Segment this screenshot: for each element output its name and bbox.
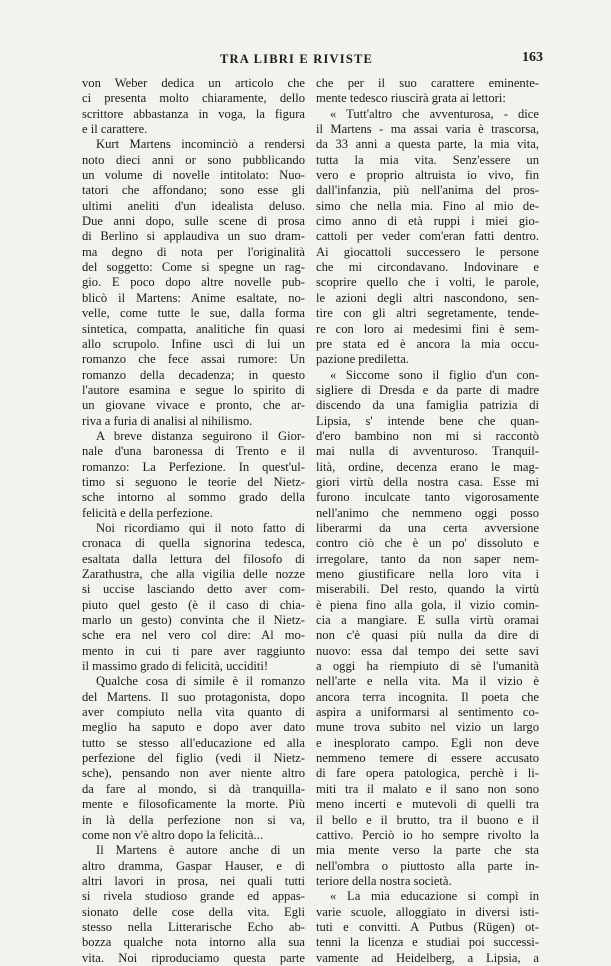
left-column-line: blicò il Martens: Anime esaltate, no- bbox=[82, 290, 305, 305]
left-column-line: bozza qualche nota intorno alla sua bbox=[82, 935, 305, 950]
page-number: 163 bbox=[522, 50, 543, 65]
left-column-line: del soggetto: Come si spegne un rag- bbox=[82, 260, 305, 275]
left-column-line: sintetica, compatta, analitiche fin quasi bbox=[82, 321, 305, 336]
left-column-line: sche intorno al sommo grado della bbox=[82, 490, 305, 505]
left-column-line: romanzo che fece assai rumore: Un bbox=[82, 352, 305, 367]
left-column-line: si uccise lasciando detto aver com- bbox=[82, 582, 305, 597]
left-column-line: di Berlino si applaudiva un suo dram- bbox=[82, 229, 305, 244]
left-column-line: Noi ricordiamo qui il noto fatto di bbox=[96, 520, 305, 535]
left-column-line: allo scrupolo. Infine uscì di lui un bbox=[82, 336, 305, 351]
right-column-line: tire con gli altri segretamente, tende- bbox=[316, 306, 539, 321]
left-column-line: Kurt Martens incominciò a rendersi bbox=[96, 137, 305, 152]
left-column-line: nale d'una baronessa di Trento e il bbox=[82, 444, 305, 459]
left-column-line: da fare al mondo, si dà tranquilla- bbox=[82, 781, 305, 796]
page-header bbox=[70, 50, 541, 72]
left-column-line: come non v'è altro dopo la felicità... bbox=[82, 827, 263, 842]
left-column-line: von Weber dedica un articolo che bbox=[82, 76, 305, 90]
left-column-line: stesso nella Litterarische Echo ab- bbox=[82, 919, 305, 934]
right-column-line: cimo anno di età ruppi i miei gio- bbox=[316, 214, 539, 229]
right-column-line: da 33 anni a questa parte, la mia vita, bbox=[316, 137, 539, 152]
right-column-line: e inesplorato campo. Egli non deve bbox=[316, 735, 539, 750]
right-column-line: contro ciò che è un po' dissoluto e bbox=[316, 536, 539, 551]
right-column-line: non c'è quasi più nulla da dire di bbox=[316, 628, 539, 643]
right-column-line: scoprire quello che i volti, le parole, bbox=[316, 275, 539, 290]
right-column-line: miti tra il malato e il sano non sono bbox=[316, 781, 539, 796]
left-column-line: un volume di novelle intitolato: Nuo- bbox=[82, 168, 305, 183]
left-column-line: del Martens. Il suo protagonista, dopo bbox=[82, 689, 305, 704]
left-column-line: marlo un gesto) convinta che il Nietz- bbox=[82, 613, 305, 628]
right-column-line: simo che nella mia. Fino al mio de- bbox=[316, 198, 539, 213]
right-column-line: furono inculcate tanto vigorosamente bbox=[316, 490, 539, 505]
left-column-line: sche), pensando non aver niente altro bbox=[82, 766, 305, 781]
right-column-line: mai nulla di avventuroso. Tranquil- bbox=[316, 444, 539, 459]
right-column-line: cia a mangiare. E sulla virtù oramai bbox=[316, 613, 539, 628]
right-column-line: « Siccome sono il figlio d'un con- bbox=[330, 367, 539, 382]
right-column-line: Ai giocattoli successero le persone bbox=[316, 244, 539, 259]
right-column-line: nell'arte e nella vita. Ma il vizio è bbox=[316, 674, 539, 689]
right-column-line: sigliere di Dresda e da parte di madre bbox=[316, 382, 539, 397]
right-column-line: pazione prediletta. bbox=[316, 352, 410, 367]
left-column-line: timo si seguono le teorie del Nietz- bbox=[82, 474, 305, 489]
right-column-line: mente tedesco riuscirà grata ai lettori: bbox=[316, 91, 506, 106]
left-column-line: cronaca di quella signorina tedesca, bbox=[82, 536, 305, 551]
left-column-line: altro dramma, Gaspar Hauser, e di bbox=[82, 858, 305, 873]
right-column-line: re con loro ai medesimi fini è sem- bbox=[316, 321, 539, 336]
left-column-line: meglio ha saputo e dopo aver dato bbox=[82, 720, 305, 735]
left-column-line: perfezione del figlio (vedi il Nietz- bbox=[82, 751, 305, 766]
right-column-line: a oggi ha riempiuto di sè l'umanità bbox=[316, 659, 539, 674]
left-column-line: il massimo grado di felicità, ucciditi! bbox=[82, 659, 269, 674]
left-column-line: felicità e della perfezione. bbox=[82, 505, 213, 520]
right-column-line: che per il suo carattere eminente- bbox=[316, 76, 539, 90]
right-column-line: il Martens - ma assai varia è trascorsa, bbox=[316, 122, 539, 137]
left-column-line: mento in cui ti pare aver raggiunto bbox=[82, 643, 305, 658]
right-column-line: tuti e convitti. A Putbus (Rügen) ot- bbox=[316, 919, 539, 934]
right-column-line: è piena fino alla gola, il vizio comin- bbox=[316, 597, 539, 612]
left-column-line: si rivela studioso grande ed appas- bbox=[82, 889, 305, 904]
left-column-line: A breve distanza seguirono il Gior- bbox=[96, 428, 305, 443]
right-column-line: Lipsia, s' intende bene che quan- bbox=[316, 413, 539, 428]
right-column-line: vero e proprio altruista io vivo, fin bbox=[316, 168, 539, 183]
right-column-line: tutta la mia vita. Senz'essere un bbox=[316, 152, 539, 167]
left-column-line: gio. E poco dopo altre novelle pub- bbox=[82, 275, 305, 290]
right-column-line: varie scuole, alloggiato in diversi isti- bbox=[316, 904, 539, 919]
left-column-line: riva a furia di analisi al nihilismo. bbox=[82, 413, 253, 428]
right-column-line: mia mente verso la parte che sta bbox=[316, 843, 539, 858]
right-column-line: cattoli per veder com'eran fatti dentro. bbox=[316, 229, 539, 244]
left-column-line: Il Martens è autore anche di un bbox=[96, 843, 305, 858]
left-column-line: altri lavori in prosa, nei quali tutti bbox=[82, 873, 305, 888]
right-column-line: mune trova subito nel vizio un largo bbox=[316, 720, 539, 735]
left-column-line: esaltata dalla lettura del filosofo di bbox=[82, 551, 305, 566]
right-column-line: teriore della nostra società. bbox=[316, 873, 452, 888]
left-column-line: ma degno di nota per l'originalità bbox=[82, 244, 305, 259]
right-column-line: meno giustificare nella loro vita i bbox=[316, 567, 539, 581]
left-column-line: romanzo della decadenza; in questo bbox=[82, 367, 305, 382]
left-column-line: e il carattere. bbox=[82, 122, 148, 137]
left-column-line: tatori che affondano; sono esse gli bbox=[82, 183, 305, 198]
left-column-line: l'autore esamina e segue lo spirito di bbox=[82, 382, 305, 397]
right-column-line: « Tutt'altro che avventurosa, - dice bbox=[330, 106, 539, 121]
right-column-line: nuovo: essa dal tempo dei sette savi bbox=[316, 643, 539, 658]
right-column-line: nell'animo che nemmeno oggi posso bbox=[316, 505, 539, 520]
left-column-line: Zarathustra, che alla vigilia delle nozze bbox=[82, 567, 305, 581]
left-column-line: scrittore abbastanza in voga, la figura bbox=[82, 106, 305, 121]
left-column-line: Qualche cosa di simile è il romanzo bbox=[96, 674, 305, 689]
left-column-line: in là della perfezione non si va, bbox=[82, 812, 305, 827]
running-title: TRA LIBRI E RIVISTE bbox=[220, 52, 374, 66]
right-text-column bbox=[316, 76, 539, 966]
right-column-line: ancora terra incognita. Il poeta che bbox=[316, 689, 539, 704]
right-column-line: « La mia educazione si compì in bbox=[330, 889, 539, 904]
right-column-line: le azioni degli altri nascondono, sen- bbox=[316, 290, 539, 305]
right-column-line: liberarmi da una certa avversione bbox=[316, 520, 539, 535]
left-column-line: ultimi aneliti d'un idealista deluso. bbox=[82, 198, 305, 213]
left-column-line: sche era nel vero col dire: Al mo- bbox=[82, 628, 305, 643]
left-column-line: Due anni dopo, sulle scene di prosa bbox=[82, 214, 305, 229]
left-text-column bbox=[82, 76, 305, 966]
right-column-line: discendo da una famiglia patrizia di bbox=[316, 398, 539, 413]
right-column-line: cattivo. Perciò io ho sempre rivolto la bbox=[316, 827, 539, 842]
left-column-line: vita. Noi riproduciamo questa parte bbox=[82, 950, 305, 965]
right-column-line: tenni la licenza e studiai poi successi- bbox=[316, 935, 539, 950]
left-column-line: un giovane vivace e pronto, che ar- bbox=[82, 398, 305, 413]
left-column-line: romanzo: La Perfezione. In quest'ul- bbox=[82, 459, 305, 474]
left-column-line: aver compiuto nella vita quanto di bbox=[82, 705, 305, 720]
right-column-line: dall'infanzia, più nell'anima del pros- bbox=[316, 183, 539, 198]
left-column-line: velle, come tutte le sue, dalla forma bbox=[82, 306, 305, 321]
right-column-line: miserabili. Del resto, quando la virtù bbox=[316, 582, 539, 597]
right-column-line: aspira a uniformarsi al sentimento co- bbox=[316, 705, 539, 720]
right-column-line: vamente ad Heidelberg, a Lipsia, a bbox=[316, 950, 539, 965]
left-column-line: mente e filosoficamente la morte. Più bbox=[82, 797, 305, 812]
right-column-line: che mi circondavano. Indovinare e bbox=[316, 260, 539, 275]
left-column-line: noto dieci anni or sono pubblicando bbox=[82, 152, 305, 167]
right-column-line: di fare opera patologica, perchè i li- bbox=[316, 766, 539, 781]
left-column-line: piuto quel gesto (è il caso di chia- bbox=[82, 597, 305, 612]
right-column-line: lità, ordine, decenza erano le mag- bbox=[316, 459, 539, 474]
right-column-line: il bello e il brutto, tra il buono e il bbox=[316, 812, 539, 827]
right-column-line: nell'ombra o piuttosto alla parte in- bbox=[316, 858, 539, 873]
left-column-line: ci presenta molto chiaramente, dello bbox=[82, 91, 305, 106]
right-column-line: giori virtù della nostra casa. Esse mi bbox=[316, 474, 539, 489]
left-column-line: tutto se stesso all'educazione ed alla bbox=[82, 735, 305, 750]
right-column-line: d'ero bambino non mi si raccontò bbox=[316, 428, 539, 443]
right-column-line: pre stata ed è ancora la mia occu- bbox=[316, 336, 539, 351]
right-column-line: irregolare, tanto da non saper nem- bbox=[316, 551, 539, 566]
right-column-line: meno incerti e mutevoli di quelli tra bbox=[316, 797, 539, 812]
right-column-line: nemmeno temere di essere accusato bbox=[316, 751, 539, 766]
left-column-line: sionato delle cose della vita. Egli bbox=[82, 904, 305, 919]
